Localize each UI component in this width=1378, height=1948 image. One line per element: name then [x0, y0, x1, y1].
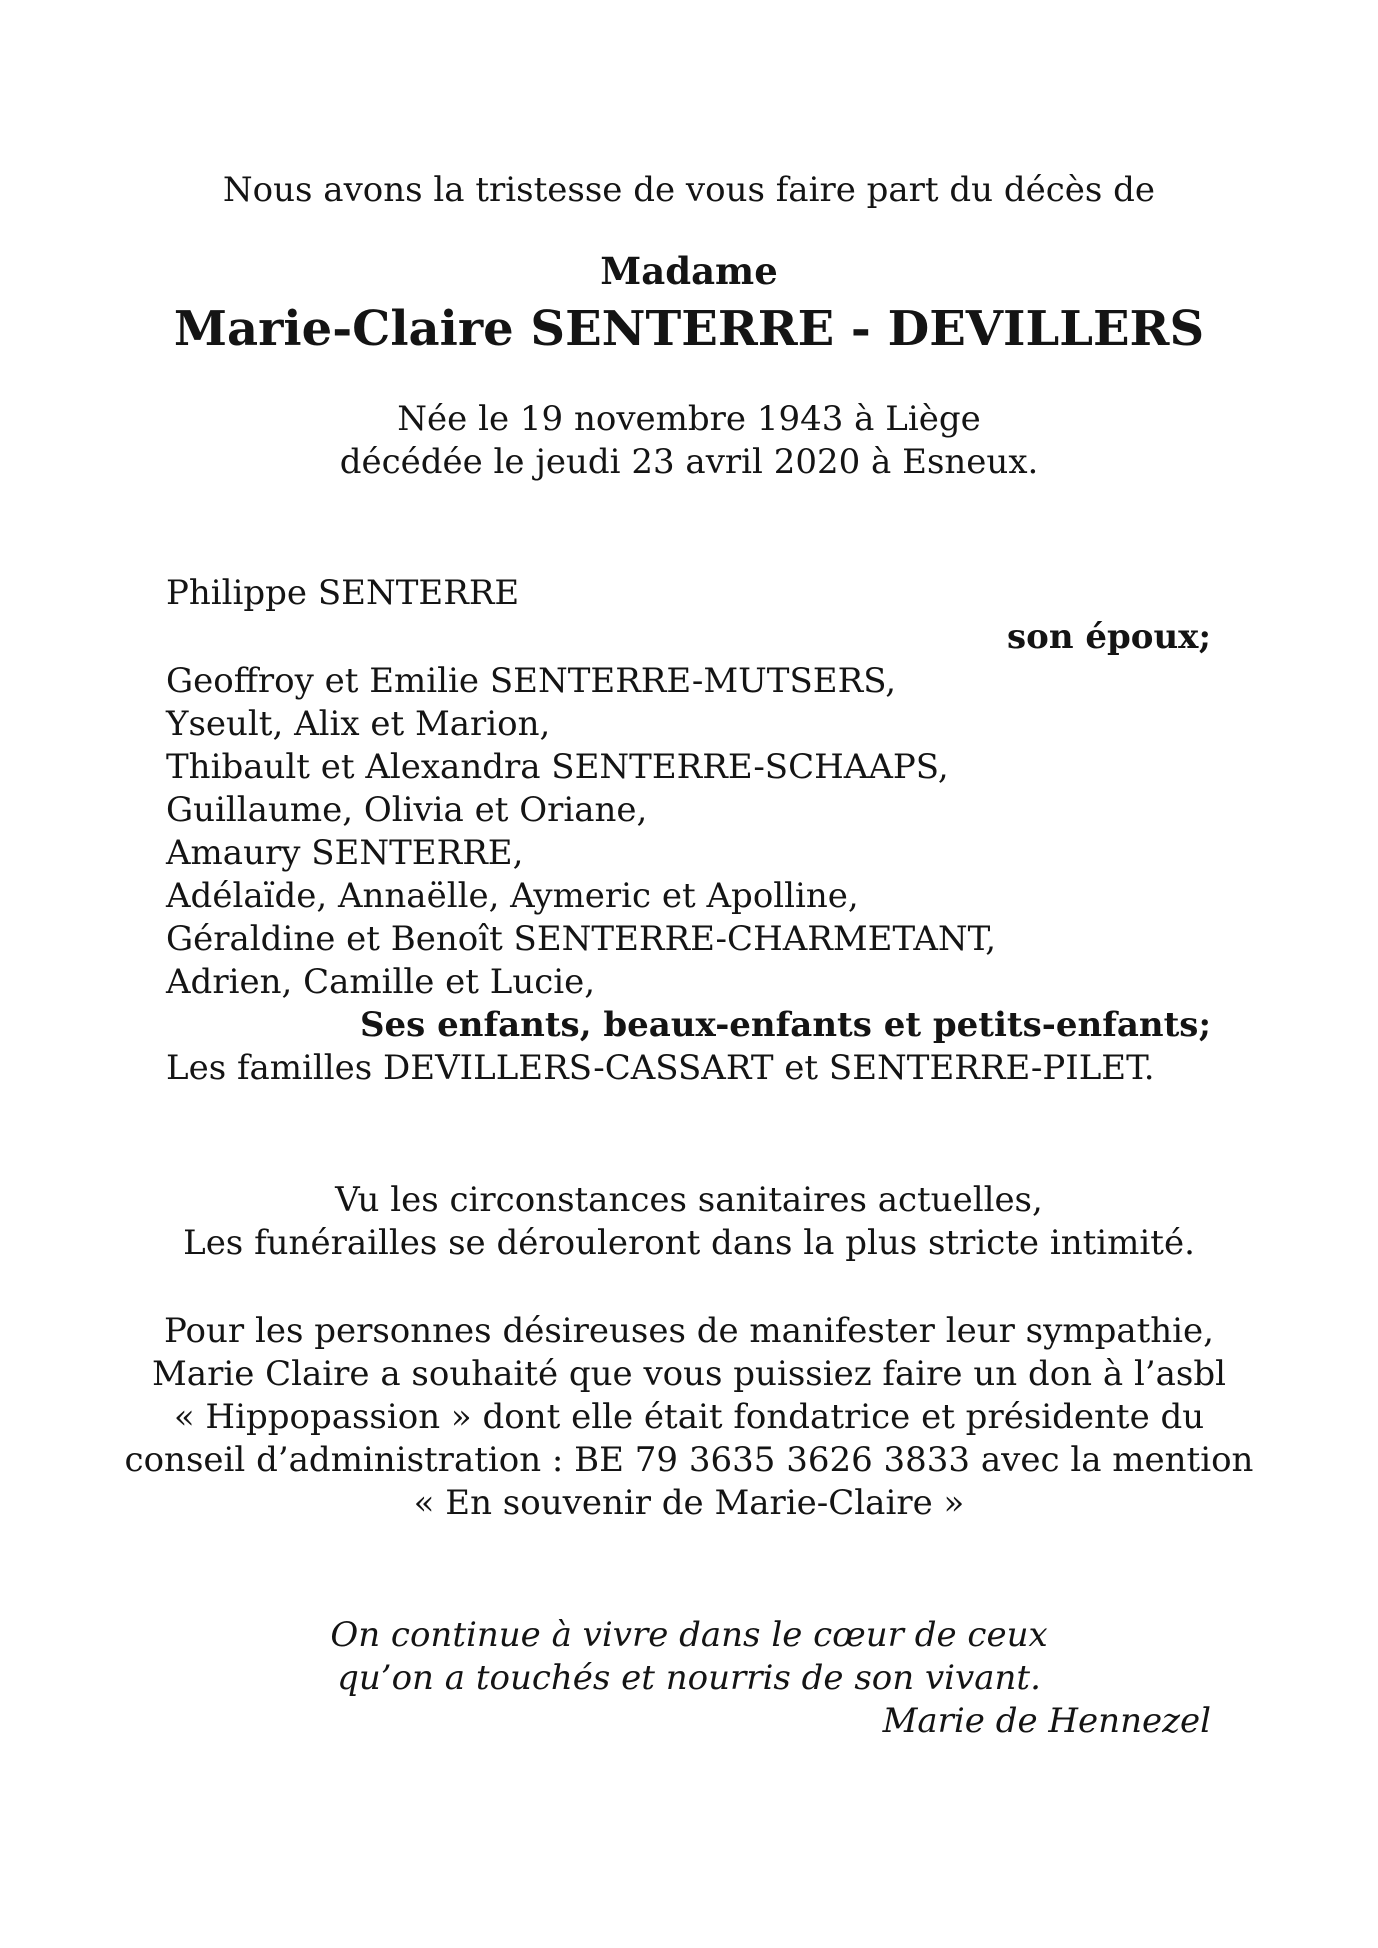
circumstances-line: Vu les circonstances sanitaires actuelles, [335, 1180, 1043, 1220]
honorific-title: Madame [600, 249, 778, 293]
family-member: Adrien, Camille et Lucie, [166, 962, 596, 1002]
spouse-name: Philippe SENTERRE [166, 573, 520, 613]
extended-families: Les familles DEVILLERS-CASSART et SENTERRE-PILET. [166, 1048, 1155, 1088]
children-relation: Ses enfants, beaux-enfants et petits-enfants; [359, 1005, 1211, 1045]
family-member: Guillaume, Olivia et Oriane, [166, 790, 648, 830]
family-member: Yseult, Alix et Marion, [166, 704, 551, 744]
donation-line: conseil d’administration : BE 79 3635 3626 3833 avec la mention [124, 1440, 1254, 1480]
spouse-relation: son époux; [1007, 617, 1211, 657]
announcement-text: Nous avons la tristesse de vous faire part du décès de [222, 170, 1156, 210]
quote-line: On continue à vivre dans le cœur de ceux [330, 1615, 1048, 1655]
family-member: Adélaïde, Annaëlle, Aymeric et Apolline, [166, 876, 859, 916]
deceased-name: Marie-Claire SENTERRE - DEVILLERS [173, 301, 1205, 357]
family-member: Géraldine et Benoît SENTERRE-CHARMETANT, [166, 919, 997, 959]
donation-line: Marie Claire a souhaité que vous puissiez faire un don à l’asbl [151, 1354, 1227, 1394]
donation-line: « Hippopassion » dont elle était fondatrice et présidente du [173, 1397, 1205, 1437]
death-info: décédée le jeudi 23 avril 2020 à Esneux. [339, 442, 1039, 482]
donation-line: Pour les personnes désireuses de manifester leur sympathie, [164, 1311, 1214, 1351]
circumstances-line: Les funérailles se dérouleront dans la plus stricte intimité. [183, 1223, 1195, 1263]
donation-line: « En souvenir de Marie-Claire » [413, 1483, 965, 1523]
family-member: Thibault et Alexandra SENTERRE-SCHAAPS, [166, 747, 949, 787]
family-member: Geoffroy et Emilie SENTERRE-MUTSERS, [166, 661, 897, 701]
quote-author: Marie de Hennezel [882, 1701, 1211, 1741]
quote-line: qu’on a touchés et nourris de son vivant. [337, 1658, 1041, 1698]
family-member: Amaury SENTERRE, [166, 833, 524, 873]
birth-info: Née le 19 novembre 1943 à Liège [397, 399, 981, 439]
